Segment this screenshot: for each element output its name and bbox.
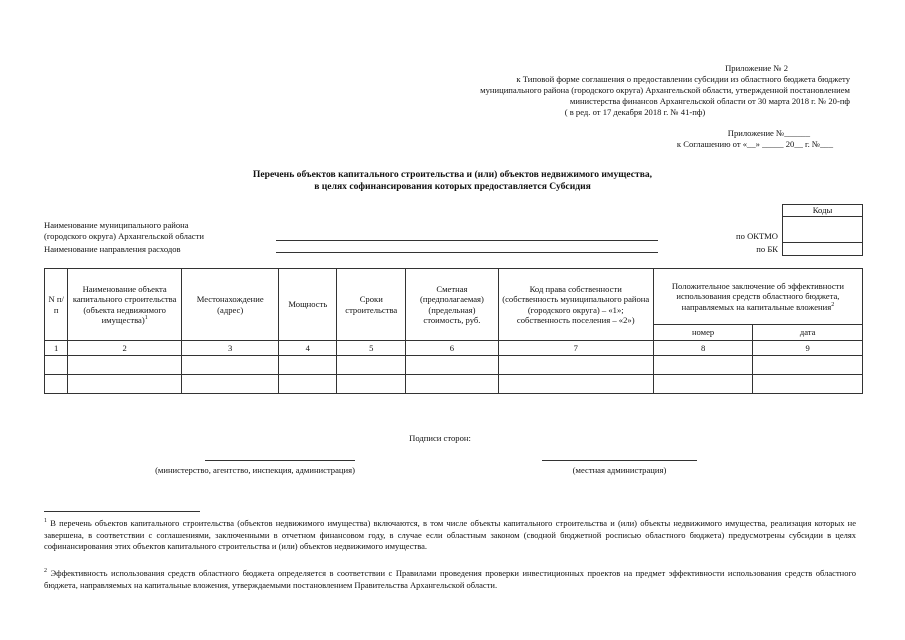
column-number: 3 <box>181 341 278 356</box>
table-cell[interactable] <box>753 356 863 375</box>
header-number: номер <box>653 325 752 341</box>
table-cell[interactable] <box>753 375 863 394</box>
footnote-1 <box>44 518 856 553</box>
header-n: N п/п <box>45 269 68 341</box>
header-capacity: Мощность <box>279 269 337 341</box>
footnote-separator <box>44 511 200 512</box>
header-location: Местонахождение (адрес) <box>181 269 278 341</box>
table-cell[interactable] <box>653 356 752 375</box>
signatures-title: Подписи сторон: <box>409 433 471 443</box>
table-cell[interactable] <box>279 356 337 375</box>
table-cell[interactable] <box>337 356 406 375</box>
table-cell[interactable] <box>406 375 498 394</box>
table-row <box>45 356 863 375</box>
codes-table <box>782 204 863 256</box>
table-cell[interactable] <box>181 356 278 375</box>
document-title <box>40 169 865 193</box>
codes-header: Коды <box>783 205 863 217</box>
table-cell[interactable] <box>181 375 278 394</box>
table-cell[interactable] <box>45 375 68 394</box>
edition-note: ( в ред. от 17 декабря 2018 г. № 41-пф) <box>564 107 706 117</box>
agreement-reference: к Соглашению от «__» _____ 20__ г. №___ <box>676 139 833 149</box>
appendix-title: Приложение № 2 <box>725 63 788 73</box>
column-number: 8 <box>653 341 752 356</box>
column-number: 1 <box>45 341 68 356</box>
left-signature-line[interactable] <box>205 460 355 461</box>
bk-label: по БК <box>756 244 778 254</box>
table-row <box>45 375 863 394</box>
table-cell[interactable] <box>279 375 337 394</box>
column-number: 6 <box>406 341 498 356</box>
footnote-text: В перечень объектов капитального строительства (объектов недвижимого имущества) включаются, в том числе объекты капитального строительства и (или) объекты недвижимого имущества, реализация которых не завершена, в соответствии с соглашениями, заключенными в отчетном финансовом году, в случае если областным законом (сводной бюджетной росписью областного бюджета) предусмотрены субсидии в целях софинансирования этих объектов капитального строительства и (или) объектов недвижимого имущества. <box>44 518 857 551</box>
table-cell[interactable] <box>68 375 182 394</box>
header-object-name: Наименование объекта капитального строительства (объекта недвижимого имущества)$^1$ <box>68 269 182 341</box>
table-cell[interactable] <box>406 356 498 375</box>
column-number: 5 <box>337 341 406 356</box>
table-cell[interactable] <box>337 375 406 394</box>
municipality-label: Наименование муниципального района (городского округа) Архангельской области <box>44 220 204 241</box>
objects-table <box>44 268 863 394</box>
header-cost: Сметная (предполагаемая) (предельная) стоимость, руб. <box>406 269 498 341</box>
column-number: 4 <box>279 341 337 356</box>
appendix-line: министерства финансов Архангельской области от 30 марта 2018 г. № 20-пф <box>569 96 850 106</box>
header-ownership-code: Код права собственности (собственность муниципального района (городского округа) – «1»; собственность поселения – «2») <box>498 269 653 341</box>
table-cell[interactable] <box>498 375 653 394</box>
title-line: в целях софинансирования которых предоставляется Субсидия <box>314 181 591 192</box>
direction-field[interactable] <box>276 252 658 253</box>
table-cell[interactable] <box>68 356 182 375</box>
column-number: 7 <box>498 341 653 356</box>
right-signature-line[interactable] <box>542 460 697 461</box>
footnote-text: Эффективность использования средств областного бюджета определяется в соответствии с Правилами проведения проверки инвестиционных проектов на предмет эффективности использования средств областного бюджета, направляемых на капитальные вложения, утверждаемыми постановлением Правительства Архангельской области. <box>44 568 856 590</box>
appendix-header <box>410 63 850 150</box>
header-conclusion: Положительное заключение об эффективности использования средств областного бюджета, направляемых на капитальные вложения$^2$ <box>653 269 862 325</box>
bk-code-cell[interactable] <box>783 243 863 256</box>
column-number: 2 <box>68 341 182 356</box>
right-signature-caption: (местная администрация) <box>572 465 667 475</box>
oktmo-code-cell[interactable] <box>783 217 863 243</box>
title-line: Перечень объектов капитального строительства и (или) объектов недвижимого имущества, <box>252 169 653 180</box>
footnote-mark: 2 <box>44 568 47 575</box>
table-cell[interactable] <box>498 356 653 375</box>
appendix-number: Приложение №______ <box>727 128 810 138</box>
table-cell[interactable] <box>45 356 68 375</box>
header-terms: Сроки строительства <box>337 269 406 341</box>
footnote-mark: 1 <box>44 518 47 525</box>
oktmo-label: по ОКТМО <box>736 231 778 241</box>
footnote-2 <box>44 568 856 591</box>
column-number: 9 <box>753 341 863 356</box>
municipality-field[interactable] <box>276 240 658 241</box>
table-cell[interactable] <box>653 375 752 394</box>
direction-label: Наименование направления расходов <box>44 244 181 254</box>
appendix-line: к Типовой форме соглашения о предоставлении субсидии из областного бюджета бюджету <box>516 74 850 84</box>
left-signature-caption: (министерство, агентство, инспекция, администрация) <box>155 465 355 475</box>
appendix-line: муниципального района (городского округа) Архангельской области, утвержденной постановлением <box>480 85 850 95</box>
header-date: дата <box>753 325 863 341</box>
